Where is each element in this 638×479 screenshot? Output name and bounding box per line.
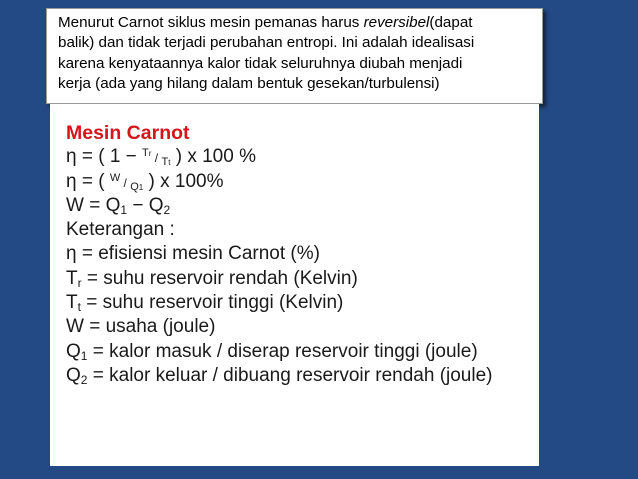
callout-line-4: kerja (ada yang hilang dalam bentuk gesekan/turbulensi)	[58, 75, 440, 93]
formula3-sub2: 2	[163, 202, 171, 217]
definition-q2	[66, 364, 493, 388]
formula1-prefix: η = ( 1 −	[66, 146, 143, 168]
formula1-denominator: Tt	[161, 156, 171, 169]
panel-title: Mesin Carnot	[66, 122, 190, 144]
def-tt-text: = suhu reservoir tinggi (Kelvin)	[80, 292, 344, 314]
def-tt-sub: t	[77, 300, 81, 315]
def-tt-symbol: T	[66, 292, 78, 314]
formula2-suffix: ) x 100%	[143, 170, 224, 192]
callout-line-1-end: (dapat	[429, 14, 473, 31]
definition-eta: η = efisiensi mesin Carnot (%)	[66, 243, 320, 265]
def-q2-text: = kalor keluar / dibuang reservoir rendah (joule)	[87, 364, 493, 386]
explanation-callout	[46, 8, 543, 104]
formula2-slash: /	[120, 175, 131, 190]
definition-tr	[66, 267, 493, 291]
definition-q1	[66, 340, 493, 364]
formula3-sub1: 1	[120, 202, 128, 217]
callout-line-3: karena kenyataannya kalor tidak seluruhnya diubah menjadi	[58, 54, 463, 72]
callout-line-2: balik) dan tidak terjadi perubahan entropi. Ini adalah idealisasi	[58, 34, 475, 52]
def-q2-sub: 2	[80, 372, 88, 387]
formula1-den-sub: t	[168, 158, 171, 168]
formula1-suffix: ) x 100 %	[170, 146, 256, 168]
def-q1-symbol: Q	[66, 340, 81, 362]
def-tr-text: = suhu reservoir rendah (Kelvin)	[81, 267, 358, 289]
formula1-slash: /	[151, 151, 162, 166]
efficiency-formula-work	[66, 170, 493, 194]
work-formula	[66, 194, 493, 218]
formula1-num-sub: r	[148, 149, 152, 159]
keterangan-label: Keterangan :	[66, 219, 175, 241]
formula2-den-sub: 1	[138, 182, 144, 192]
def-q1-text: = kalor masuk / diserap reservoir tinggi (joule)	[87, 340, 478, 362]
callout-line-1	[58, 13, 536, 33]
def-tr-sub: r	[77, 275, 82, 290]
definition-tt	[66, 291, 493, 315]
definition-w: W = usaha (joule)	[66, 316, 216, 338]
callout-line-1-text: Menurut Carnot siklus mesin pemanas harus	[58, 14, 364, 31]
def-tr-symbol: T	[66, 267, 78, 289]
formula2-numerator: W	[109, 171, 121, 184]
formula-content	[66, 121, 493, 388]
formula1-numerator: Tr	[142, 147, 152, 160]
def-q1-sub: 1	[80, 348, 88, 363]
formula2-denominator: Q1	[130, 180, 144, 193]
formula-panel	[50, 104, 539, 466]
formula3-minus: − Q	[127, 194, 164, 216]
callout-italic-term: reversibel	[363, 14, 430, 31]
formula3-w: W = Q	[66, 194, 121, 216]
formula2-prefix: η = (	[66, 170, 110, 192]
efficiency-formula-temperature	[66, 145, 493, 169]
def-q2-symbol: Q	[66, 364, 81, 386]
